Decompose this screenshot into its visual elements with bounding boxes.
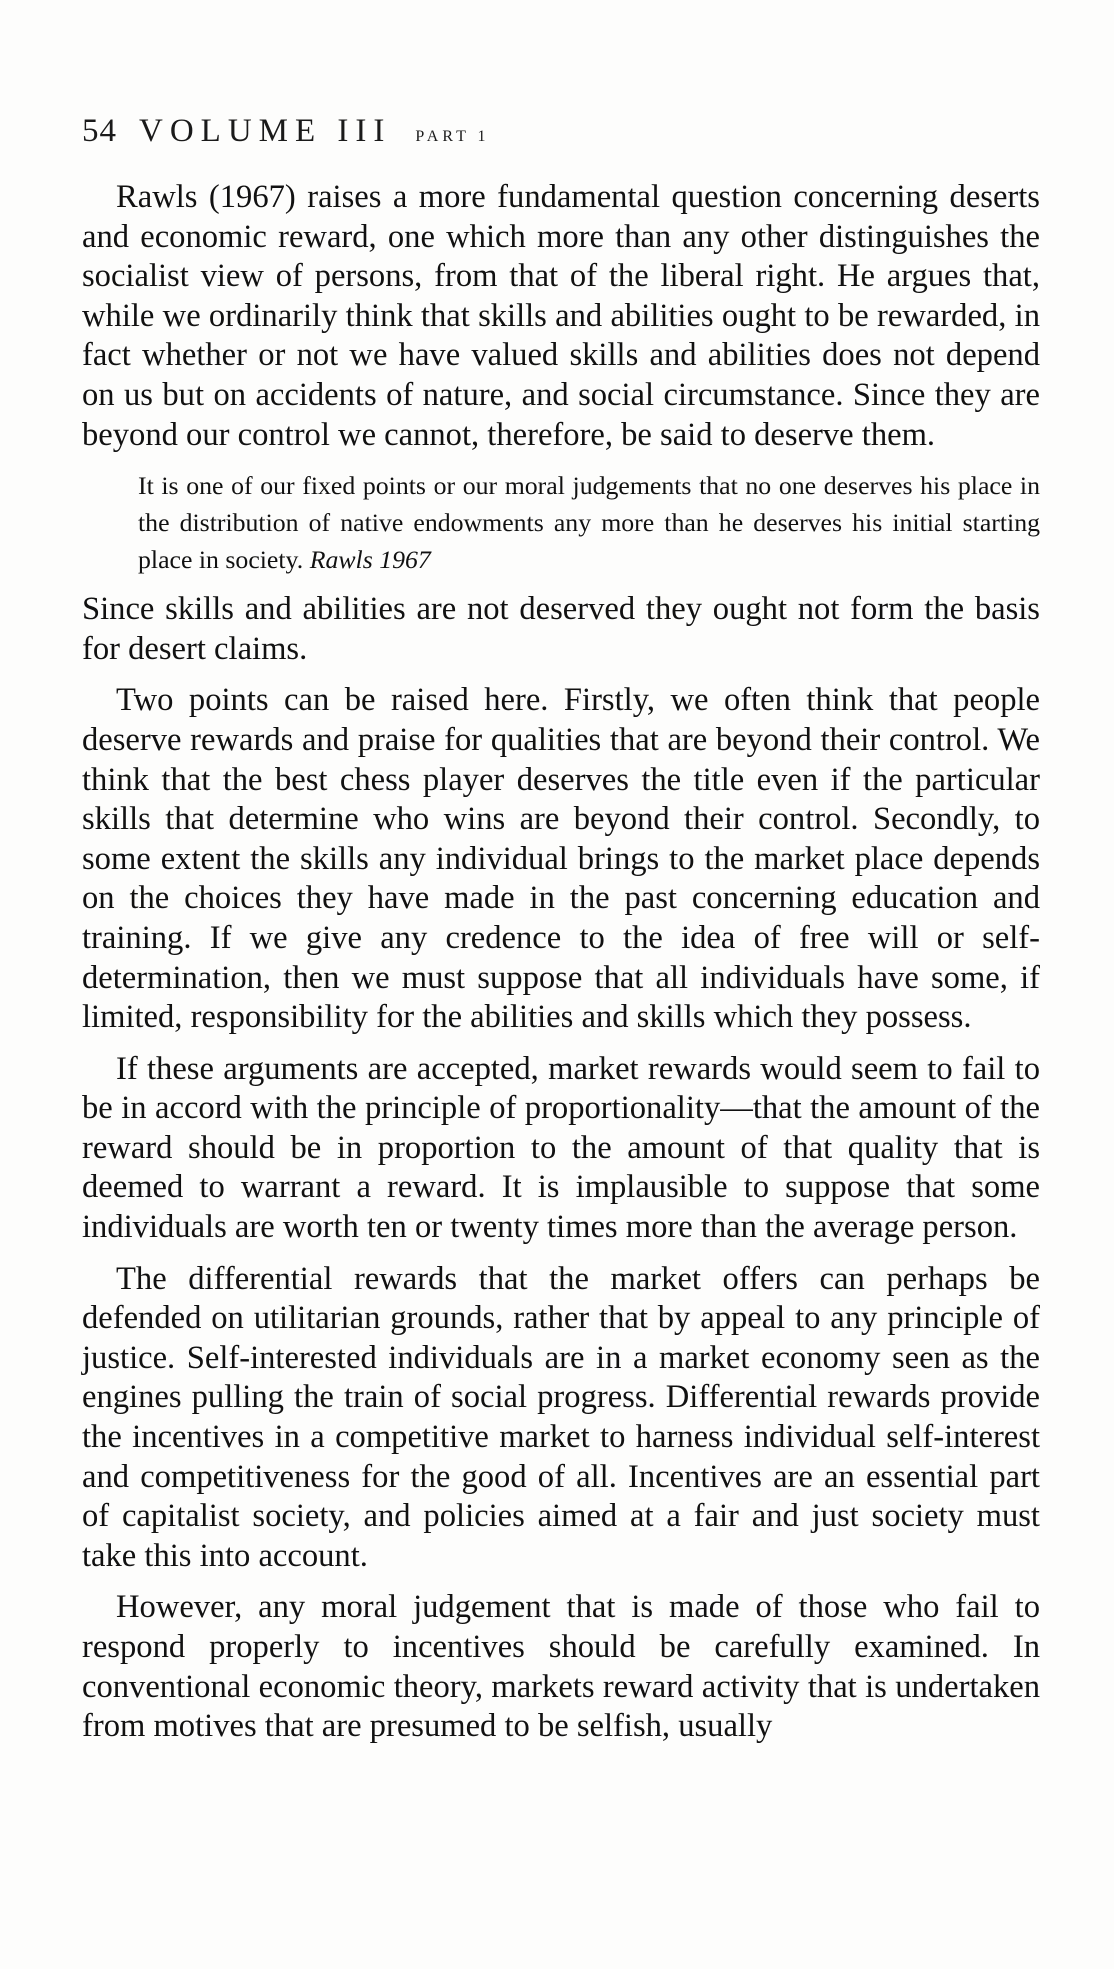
rawls-quotation [138,467,1040,578]
paragraph-rawls-desert: Rawls (1967) raises a more fundamental question concerning deserts and economic reward, one which more than any other distinguishes the socialist view of persons, from that of the liberal right. He argues that, while we ordinarily think that skills and abilities ought to be rewarded, in fact whether or not we have valued skills and abilities does not depend on us but on accidents of nature, and social circumstance. Since they are beyond our control we cannot, therefore, be said to deserve them. [82,179,1040,453]
body-text [82,178,1040,1759]
page-number: 54 [82,113,117,149]
running-head [82,113,490,163]
volume-label: VOLUME III [139,113,392,149]
paragraph-utilitarian-grounds: The differential rewards that the market offers can perhaps be defended on utilitarian grounds, rather that by appeal to any principle of justice. Self-interested individuals are in a market economy seen as the engines pulling the train of social progress. Differential rewards provide the incentives in a competitive market to harness individual self-interest and competitiveness for the good of all. Incentives are an essential part of capitalist society, and policies aimed at a fair and just society must take this into account. [82,1260,1040,1574]
quotation-citation: Rawls 1967 [309,545,431,575]
quotation-text: It is one of our fixed points or our moral judgements that no one deserves his place in the distribution of native endowments any more than he deserves his initial starting place in society. [138,471,1040,575]
paragraph-moral-judgement: However, any moral judgement that is made of those who fail to respond properly to incentives should be carefully examined. In conventional economic theory, markets reward activity that is undertaken from motives that are presumed to be selfish, usually [82,1589,1040,1745]
paragraph-two-points: Two points can be raised here. Firstly, we often think that people deserve rewards and praise for qualities that are beyond their control. We think that the best chess player deserves the title even if the particular skills that determine who wins are beyond their control. Secondly, to some extent the skills any individual brings to the market place depends on the choices they have made in the past concerning education and training. If we give any credence to the idea of free will or self-determination, then we must suppose that all individuals have some, if limited, responsibility for the abilities and skills which they possess. [82,682,1040,1036]
paragraph-proportionality: If these arguments are accepted, market rewards would seem to fail to be in accord with the principle of proportionality—that the amount of the reward should be in proportion to the amount of that quality that is deemed to warrant a reward. It is implausible to suppose that some individuals are worth ten or twenty times more than the average person. [82,1050,1040,1246]
paragraph-skills-not-deserved: Since skills and abilities are not deserved they ought not form the basis for desert claims. [82,591,1040,667]
part-label: PART 1 [415,128,490,145]
